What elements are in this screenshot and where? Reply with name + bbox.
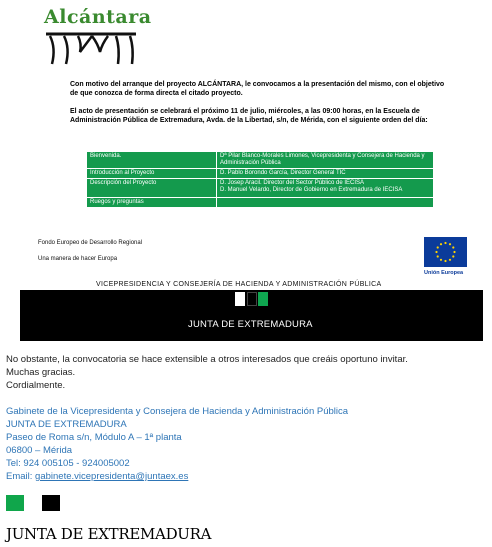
email-link[interactable]: gabinete.vicepresidenta@juntaex.es <box>35 471 189 482</box>
table-row <box>87 152 434 169</box>
email-body-line: No obstante, la convocatoria se hace extensible a otros interesados que creáis oportuno invitar. <box>6 354 408 365</box>
logo-green-square <box>6 495 24 511</box>
agenda-item: Ruegos y preguntas <box>87 198 217 208</box>
invitation-intro: Con motivo del arranque del proyecto ALCÁNTARA, le convocamos a la presentación del mismo, con el objetivo de que conozca de forma directa el citado proyecto. <box>70 81 445 97</box>
eu-flag-icon <box>424 237 467 267</box>
flag-white-square <box>235 292 245 306</box>
agenda-speaker: Dª Pilar Blanco-Morales Limones, Vicepresidenta y Consejera de Hacienda y Administración Pública <box>217 152 434 169</box>
signature-city: 06800 – Mérida <box>6 445 73 456</box>
flag-black-square <box>247 292 257 306</box>
agenda-item: Bienvenida. <box>87 152 217 169</box>
email-label: Email: <box>6 471 36 482</box>
email-body-line: Muchas gracias. <box>6 367 76 378</box>
bridge-arches-icon <box>44 30 140 68</box>
fund-name: Fondo Europeo de Desarrollo Regional <box>38 240 143 246</box>
junta-banner <box>20 290 483 341</box>
table-row <box>87 198 434 208</box>
signature-org: JUNTA DE EXTREMADURA <box>6 419 127 430</box>
logo-black-square <box>42 495 60 511</box>
signature-address: Paseo de Roma s/n, Módulo A – 1ª planta <box>6 432 182 443</box>
table-row <box>87 169 434 179</box>
logo-text: Alcántara <box>44 6 152 28</box>
banner-text: JUNTA DE EXTREMADURA <box>188 319 313 330</box>
vice-title: VICEPRESIDENCIA Y CONSEJERÍA DE HACIENDA Y ADMINISTRACIÓN PÚBLICA <box>96 281 382 288</box>
agenda-speaker: D. Josep Aracil. Director del Sector Público de IECISA D. Manuel Velardo, Director de Gobierno en Extremadura de IECISA <box>217 179 434 198</box>
agenda-table <box>86 151 434 208</box>
signature-office: Gabinete de la Vicepresidenta y Consejera de Hacienda y Administración Pública <box>6 406 349 417</box>
signature-email <box>6 471 188 482</box>
alcantara-logo <box>44 6 152 68</box>
invitation-details: El acto de presentación se celebrará el próximo 11 de julio, miércoles, a las 09:00 horas, en la Escuela de Administración Pública de Extremadura, Avda. de la Libertad, s/n, de Mérida, con el siguiente orden del día: <box>70 108 428 124</box>
junta-logo-text: JUNTA DE EXTREMADURA <box>6 525 212 543</box>
fund-motto: Una manera de hacer Europa <box>38 256 118 262</box>
eu-label: Unión Europea <box>424 270 464 276</box>
signature-phone: Tel: 924 005105 - 924005002 <box>6 458 130 469</box>
agenda-item: Introducción al Proyecto <box>87 169 217 179</box>
flag-green-square <box>258 292 268 306</box>
agenda-item: Descripción del Proyecto <box>87 179 217 198</box>
agenda-speaker <box>217 198 434 208</box>
table-row <box>87 179 434 198</box>
email-body-line: Cordialmente. <box>6 380 66 391</box>
agenda-speaker: D. Pablo Borondo García, Director General TIC <box>217 169 434 179</box>
